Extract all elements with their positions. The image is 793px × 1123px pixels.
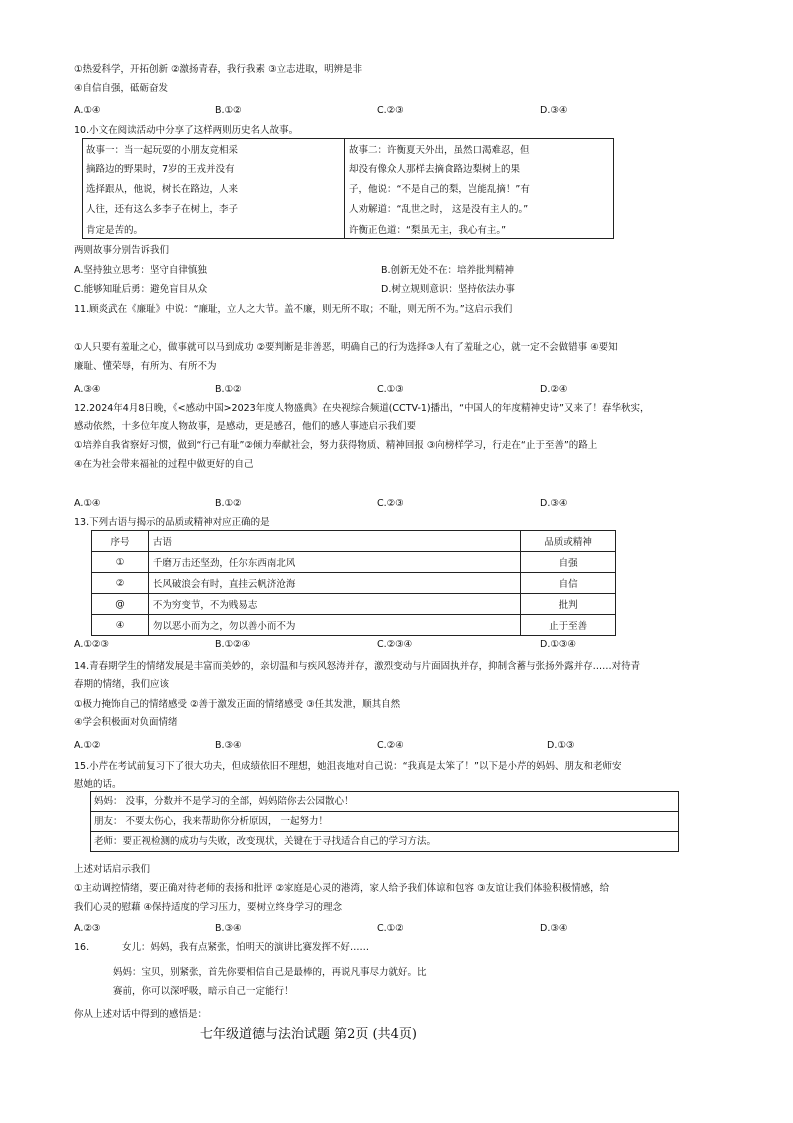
q12-stem-line2: 感动依然，十多位年度人物故事，是感动，更是感召，他们的感人事迹启示我们要 bbox=[74, 421, 417, 432]
table-cell: 自强 bbox=[521, 552, 616, 573]
q16-prompt: 你从上述对话中得到的感悟是： bbox=[74, 1009, 208, 1020]
q14-stem-line2: 春期的情绪，我们应该 bbox=[74, 679, 170, 690]
q10-option-b: B.创新无处不在：培养批判精神 bbox=[381, 265, 515, 276]
table-cell: @ bbox=[92, 594, 149, 615]
q13-option-a: A.①②③ bbox=[74, 639, 109, 650]
table-header-cell: 序号 bbox=[92, 531, 149, 552]
q11-option-c: C.①③ bbox=[377, 384, 404, 395]
q9-statement-line1: ①热爱科学，开拓创新 ②激扬青春，我行我素 ③立志进取，明辨是非 bbox=[74, 64, 363, 75]
q14-statement-line1: ①极力掩饰自己的情绪感受 ②善于激发正面的情绪感受 ③任其发泄，顺其自然 bbox=[74, 699, 401, 710]
q15-stem-line1: 15.小芹在考试前复习下了很大功夫，但成绩依旧不理想，她沮丧地对自己说：“我真是太笨了！”以下是小芹的妈妈、朋友和老师安 bbox=[74, 761, 622, 772]
table-header-cell: 品质或精神 bbox=[521, 531, 616, 552]
q10-story2-line: 许衡正色道：“梨虽无主，我心有主。” bbox=[349, 225, 507, 236]
q10-stem: 10.小文在阅读活动中分享了这样两则历史名人故事。 bbox=[74, 125, 299, 136]
q10-story2-line: 故事二：许衡夏天外出，虽然口渴难忍，但 bbox=[349, 145, 530, 156]
q14-option-c: C.②④ bbox=[377, 740, 404, 751]
q11-option-a: A.③④ bbox=[74, 384, 101, 395]
table-row bbox=[92, 552, 616, 573]
q9-option-a: A.①④ bbox=[74, 105, 101, 116]
q16-daughter-line: 女儿：妈妈，我有点紧张，怕明天的演讲比赛发挥不好…… bbox=[122, 942, 370, 953]
q9-option-c: C.②③ bbox=[377, 105, 404, 116]
q14-stem-line1: 14.青春期学生的情绪发展是丰富而美妙的，亲切温和与疾风怒涛并存，激烈变动与片面固执并存，抑制含蓄与张扬外露并存……对待青 bbox=[74, 661, 641, 672]
q10-story-divider bbox=[344, 138, 345, 239]
table-cell: 自信 bbox=[521, 573, 616, 594]
table-header-cell: 古语 bbox=[148, 531, 520, 552]
table-header-row bbox=[92, 531, 616, 552]
table-row bbox=[92, 573, 616, 594]
q15-option-b: B.③④ bbox=[215, 923, 242, 934]
q10-story1-line: 人往，还有这么多李子在树上，李子 bbox=[86, 204, 239, 215]
q15-statement-line1: ①主动调控情绪，要正确对待老师的表扬和批评 ②家庭是心灵的港湾，家人给予我们体谅和包容 ③友谊让我们体验积极情感，给 bbox=[74, 883, 610, 894]
table-row bbox=[92, 594, 616, 615]
q13-option-b: B.①②④ bbox=[215, 639, 251, 650]
q15-dialog-divider bbox=[90, 811, 679, 812]
page-footer: 七年级道德与法治试题 第2页 (共4页) bbox=[200, 1027, 417, 1042]
q15-stem-line2: 慰她的话。 bbox=[74, 779, 122, 790]
table-row bbox=[92, 615, 616, 636]
q10-story1-line: 肯定是苦的。 bbox=[86, 225, 144, 236]
q10-option-d: D.树立规则意识：坚持依法办事 bbox=[381, 284, 515, 295]
table-cell: ① bbox=[92, 552, 149, 573]
q15-dialog-divider bbox=[90, 831, 679, 832]
q13-table bbox=[91, 530, 616, 636]
table-cell: 勿以恶小而为之，勿以善小而不为 bbox=[148, 615, 520, 636]
q16-number: 16. bbox=[74, 942, 90, 953]
q15-dialog-mom: 妈妈： 没事，分数并不是学习的全部，妈妈陪你去公园散心！ bbox=[94, 796, 354, 807]
q16-mom-line1: 妈妈：宝贝，别紧张，首先你要相信自己是最棒的，再说凡事尽力就好。比 bbox=[113, 967, 427, 978]
q13-stem: 13.下列古语与揭示的品质或精神对应正确的是 bbox=[74, 517, 270, 528]
q9-option-b: B.①② bbox=[215, 105, 242, 116]
q12-stem-line1: 12.2024年4月8日晚，《<感动中国>2023年度人物盛典》在央视综合频道(CCTV-1)播出，“中国人的年度精神史诗”又来了！春华秋实， bbox=[74, 403, 650, 414]
q15-option-d: D.③④ bbox=[540, 923, 568, 934]
table-cell: 止于至善 bbox=[521, 615, 616, 636]
q12-option-b: B.①② bbox=[215, 498, 242, 509]
table-cell: 长风破浪会有时，直挂云帆济沧海 bbox=[148, 573, 520, 594]
q16-mom-line2: 赛前，你可以深呼吸，暗示自己一定能行！ bbox=[113, 986, 294, 997]
q9-option-d: D.③④ bbox=[540, 105, 568, 116]
table-cell: 批判 bbox=[521, 594, 616, 615]
q10-story1-line: 摘路边的野果时，7岁的王戎并没有 bbox=[86, 164, 235, 175]
table-cell: 千磨万击还坚劲，任尔东西南北风 bbox=[148, 552, 520, 573]
q15-prompt: 上述对话启示我们 bbox=[74, 864, 151, 875]
q10-story2-line: 却没有像众人那样去摘食路边梨树上的果 bbox=[349, 164, 521, 175]
table-cell: 不为穷变节，不为贱易志 bbox=[148, 594, 520, 615]
q9-statement-line2: ④自信自强，砥砺奋发 bbox=[74, 83, 169, 94]
q12-option-c: C.②③ bbox=[377, 498, 404, 509]
q14-option-b: B.③④ bbox=[215, 740, 242, 751]
q10-prompt: 两则故事分别告诉我们 bbox=[74, 245, 170, 256]
q11-statement-line1: ①人只要有羞耻之心，做事就可以马到成功 ②要判断是非善恶，明确自己的行为选择③人有了羞耻之心，就一定不会做错事 ④要知 bbox=[74, 342, 618, 353]
q10-story2-line: 子，他说：“不是自己的梨，岂能乱摘！”有 bbox=[349, 184, 530, 195]
q15-dialog-friend: 朋友： 不要太伤心，我来帮助你分析原因， 一起努力！ bbox=[94, 816, 329, 827]
q11-option-d: D.②④ bbox=[540, 384, 568, 395]
q10-story2-line: 人劝解道：“乱世之时， 这是没有主人的。” bbox=[349, 204, 529, 215]
q11-stem: 11.顾炎武在《廉耻》中说：“廉耻，立人之大节。盖不廉，则无所不取；不耻，则无所不为。”这启示我们 bbox=[74, 304, 513, 315]
q10-option-c: C.能够知耻后勇：避免盲目从众 bbox=[74, 284, 208, 295]
q12-option-a: A.①④ bbox=[74, 498, 101, 509]
q13-option-c: C.②③④ bbox=[377, 639, 413, 650]
q11-option-b: B.①② bbox=[215, 384, 242, 395]
q11-statement-line2: 廉耻、懂荣辱，有所为、有所不为 bbox=[74, 361, 217, 372]
q15-dialog-teacher: 老师：要正视检测的成功与失败，改变现状，关键在于寻找适合自己的学习方法。 bbox=[94, 836, 437, 847]
q12-option-d: D.③④ bbox=[540, 498, 568, 509]
table-cell: ④ bbox=[92, 615, 149, 636]
q15-statement-line2: 我们心灵的慰藉 ④保持适度的学习压力，要树立终身学习的理念 bbox=[74, 902, 343, 913]
q12-statement-line2: ④在为社会带来福祉的过程中做更好的自己 bbox=[74, 459, 254, 470]
q13-option-d: D.①③④ bbox=[540, 639, 576, 650]
q10-story1-line: 故事一：当一起玩耍的小朋友竞相采 bbox=[86, 145, 239, 156]
q14-option-d: D.①③ bbox=[547, 740, 575, 751]
q12-statement-line1: ①培养自我省察好习惯，做到“行己有耻”②倾力奉献社会，努力获得物质、精神回报 ③向榜样学习，行走在“止于至善”的路上 bbox=[74, 440, 598, 451]
q15-option-c: C.①② bbox=[377, 923, 404, 934]
q14-option-a: A.①② bbox=[74, 740, 101, 751]
q15-option-a: A.②③ bbox=[74, 923, 101, 934]
table-cell: ② bbox=[92, 573, 149, 594]
q10-option-a: A.坚持独立思考：坚守自律慎独 bbox=[74, 265, 207, 276]
q14-statement-line2: ④学会积极面对负面情绪 bbox=[74, 717, 178, 728]
q10-story1-line: 选择跟从，他说，树长在路边，人来 bbox=[86, 184, 239, 195]
